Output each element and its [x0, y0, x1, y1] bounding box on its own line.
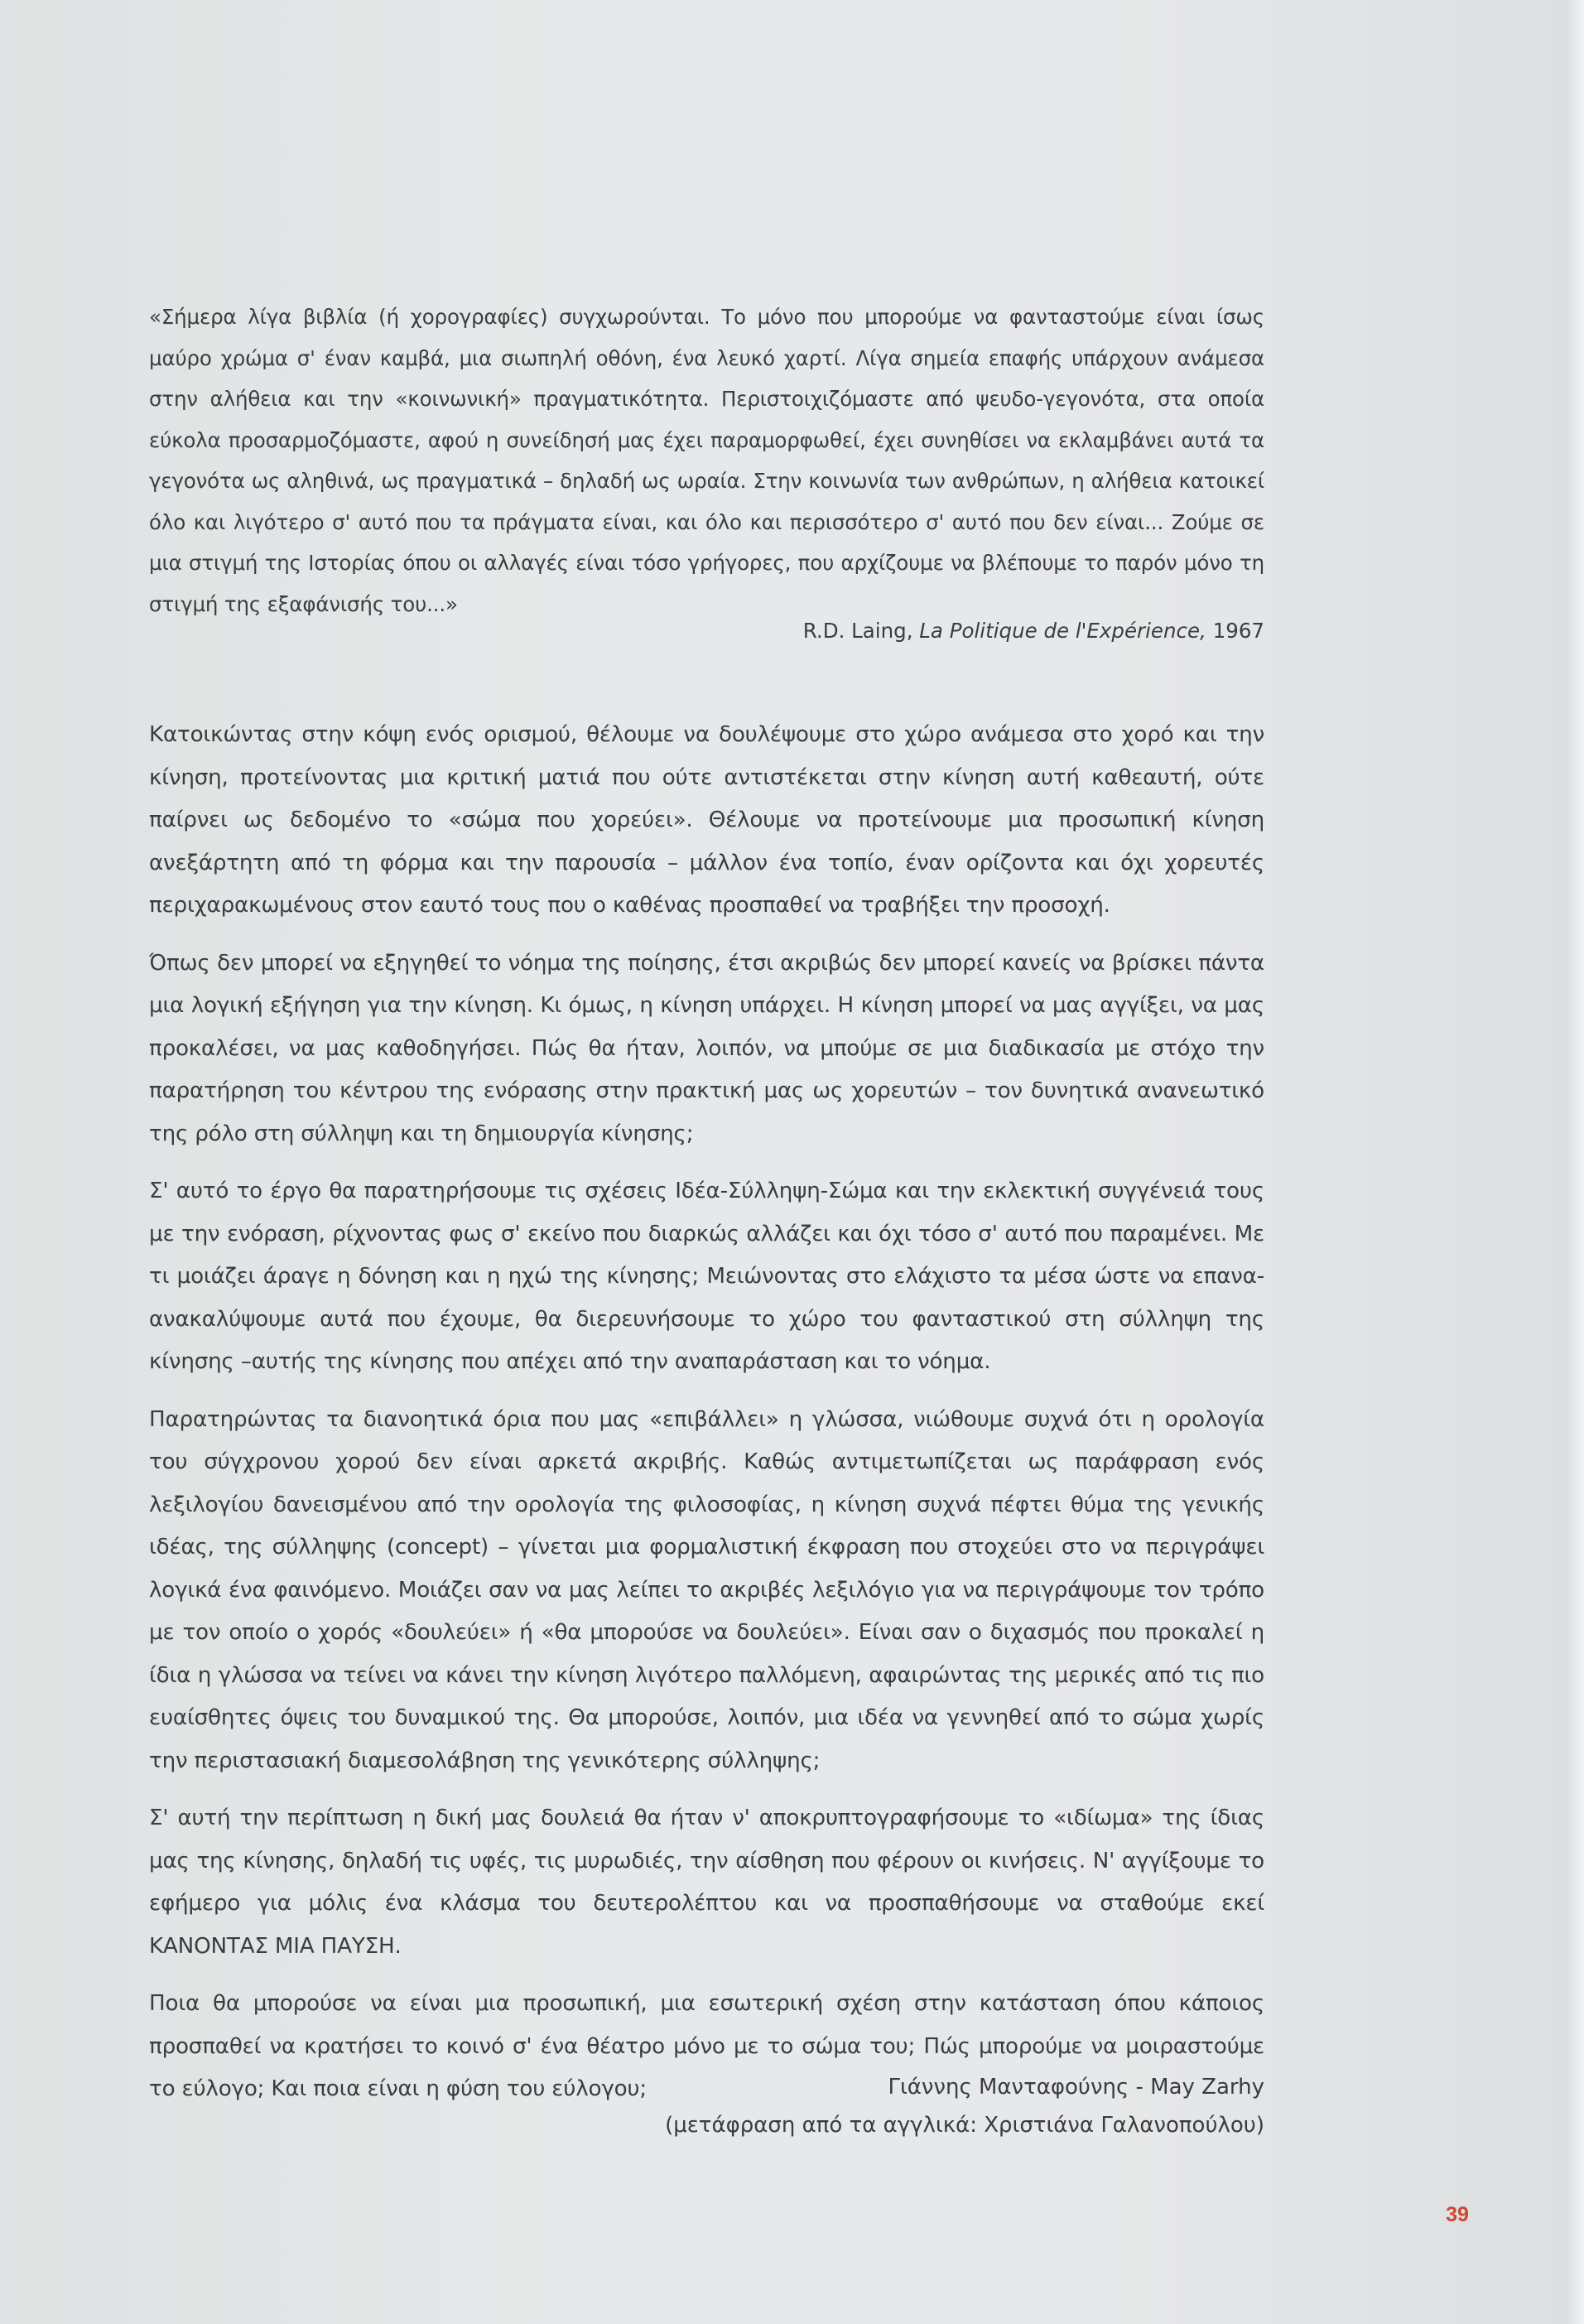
article-body: [149, 714, 1264, 2126]
signature-translation: (μετάφραση από τα αγγλικά: Χριστιάνα Γαλανοπούλου): [665, 2113, 1264, 2138]
epigraph-source-author: R.D. Laing,: [802, 619, 913, 643]
paragraph-3: Σ' αυτό το έργο θα παρατηρήσουμε τις σχέσεις Ιδέα-Σύλληψη-Σώμα και την εκλεκτική συγγένειά τους με την ενόραση, ρίχνοντας φως σ' εκείνο που διαρκώς αλλάζει και όχι τόσο σ' αυτό που παραμένει. Με τι μοιάζει άραγε η δόνηση και η ηχώ της κίνησης; Μειώνοντας στο ελάχιστο τα μέσα ώστε να επανα-ανακαλύψουμε αυτά που έχουμε, θα διερευνήσουμε το χώρο του φανταστικού στη σύλληψη της κίνησης –αυτής της κίνησης που απέχει από την αναπαράσταση και το νόημα.: [149, 1179, 1264, 1374]
epigraph-source-year: 1967: [1212, 619, 1264, 643]
paragraph-4: Παρατηρώντας τα διανοητικά όρια που μας «επιβάλλει» η γλώσσα, νιώθουμε συχνά ότι η ορολογία του σύγχρονου χορού δεν είναι αρκετά ακριβής. Καθώς αντιμετωπίζεται ως παράφραση ενός λεξιλογίου δανεισμένου από την ορολογία της φιλοσοφίας, η κίνηση συχνά πέφτει θύμα της γενικής ιδέας, της σύλληψης (concept) – γίνεται μια φορμαλιστική έκφραση που στοχεύει στο να περιγράψει λογικά ένα φαινόμενο. Μοιάζει σαν να μας λείπει το ακριβές λεξιλόγιο για να περιγράψουμε τον τρόπο με τον οποίο ο χορός «δουλεύει» ή «θα μπορούσε να δουλεύει». Είναι σαν ο διχασμός που προκαλεί η ίδια η γλώσσα να τείνει να κάνει την κίνηση λιγότερο παλλόμενη, αφαιρώντας της μερικές από τις πιο ευαίσθητες όψεις του δυναμικού της. Θα μπορούσε, λοιπόν, μια ιδέα να γεννηθεί από το σώμα χωρίς την περιστασιακή διαμεσολάβηση της γενικότερης σύλληψης;: [149, 1406, 1264, 1773]
paragraph-2: Όπως δεν μπορεί να εξηγηθεί το νόημα της ποίησης, έτσι ακριβώς δεν μπορεί κανείς να βρίσκει πάντα μια λογική εξήγηση για την κίνηση. Κι όμως, η κίνηση υπάρχει. Η κίνηση μπορεί να μας αγγίξει, να μας προκαλέσει, να μας καθοδηγήσει. Πώς θα ήταν, λοιπόν, να μπούμε σε μια διαδικασία με στόχο την παρατήρηση του κέντρου της ενόρασης στην πρακτική μας ως χορευτών – τον δυνητικά ανανεωτικό της ρόλο στη σύλληψη και τη δημιουργία κίνησης;: [149, 950, 1264, 1146]
paragraph-6: Ποια θα μπορούσε να είναι μια προσωπική, μια εσωτερική σχέση στην κατάσταση όπου κάποιος προσπαθεί να κρατήσει το κοινό σ' ένα θέατρο μόνο με το σώμα του; Πώς μπορούμε να μοιραστούμε το εύλογο; Και ποια είναι η φύση του εύλογου;: [149, 1991, 1264, 2101]
signature-authors: Γιάννης Μανταφούνης - May Zarhy: [888, 2075, 1264, 2100]
page-number: 39: [1446, 2203, 1469, 2226]
epigraph-source: [149, 610, 1264, 652]
paragraph-5: Σ' αυτή την περίπτωση η δική μας δουλειά θα ήταν ν' αποκρυπτογραφήσουμε το «ιδίωμα» της ίδιας μας της κίνησης, δηλαδή τις υφές, τις μυρωδιές, την αίσθηση που φέρουν οι κινήσεις. Ν' αγγίξουμε το εφήμερο για μόλις ένα κλάσμα του δευτερολέπτου και να προσπαθήσουμε να σταθούμε εκεί ΚΑΝΟΝΤΑΣ ΜΙΑ ΠΑΥΣΗ.: [149, 1806, 1264, 1959]
epigraph-quote: «Σήμερα λίγα βιβλία (ή χορογραφίες) συγχωρούνται. Το μόνο που μπορούμε να φανταστούμε είναι ίσως μαύρο χρώμα σ' έναν καμβά, μια σιωπηλή οθόνη, ένα λευκό χαρτί. Λίγα σημεία επαφής υπάρχουν ανάμεσα στην αλήθεια και την «κοινωνική» πραγματικότητα. Περιστοιχιζόμαστε από ψευδο-γεγονότα, στα οποία εύκολα προσαρμοζόμαστε, αφού η συνείδησή μας έχει παραμορφωθεί, έχει συνηθίσει να εκλαμβάνει αυτά τα γεγονότα ως αληθινά, ως πραγματικά – δηλαδή ως ωραία. Στην κοινωνία των ανθρώπων, η αλήθεια κατοικεί όλο και λιγότερο σ' αυτό που τα πράγματα είναι, και όλο και περισσότερο σ' αυτό που δεν είναι... Ζούμε σε μια στιγμή της Ιστορίας όπου οι αλλαγές είναι τόσο γρήγορες, που αρχίζουμε να βλέπουμε το παρόν μόνο τη στιγμή της εξαφάνισής του...»: [149, 305, 1264, 616]
epigraph-source-title: La Politique de l'Expérience,: [919, 619, 1206, 643]
paragraph-1: Κατοικώντας στην κόψη ενός ορισμού, θέλουμε να δουλέψουμε στο χώρο ανάμεσα στο χορό και την κίνηση, προτείνοντας μια κριτική ματιά που ούτε αντιστέκεται στην κίνηση αυτή καθεαυτή, ούτε παίρνει ως δεδομένο το «σώμα που χορεύει». Θέλουμε να προτείνουμε μια προσωπική κίνηση ανεξάρτητη από τη φόρμα και την παρουσία – μάλλον ένα τοπίο, έναν ορίζοντα και όχι χορευτές περιχαρακωμένους στον εαυτό τους που ο καθένας προσπαθεί να τραβήξει την προσοχή.: [149, 722, 1264, 918]
